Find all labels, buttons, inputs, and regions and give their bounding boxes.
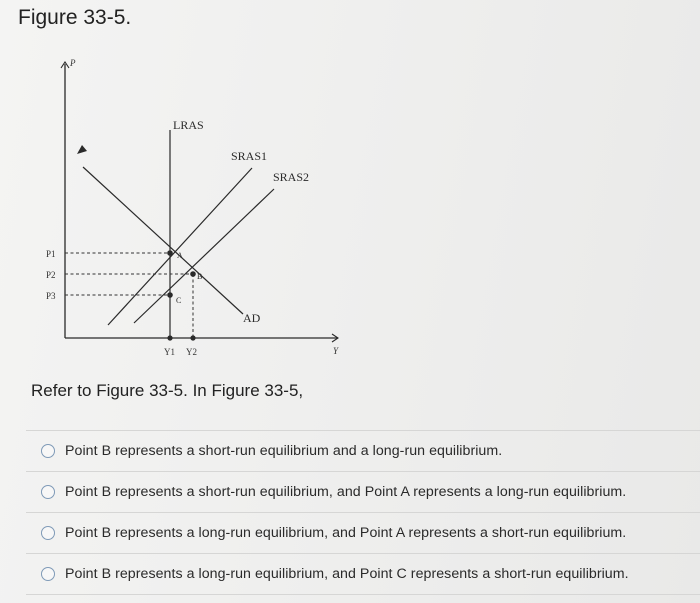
point-b-label: B [197,272,203,281]
p2-label: P2 [46,270,56,280]
y-axis-label: P [70,58,76,68]
y1-label: Y1 [164,347,175,357]
y2-label: Y2 [186,347,197,357]
p1-label: P1 [46,249,56,259]
sras1-label: SRAS1 [231,149,268,163]
point-a-label: A [177,251,183,260]
point-c-label: C [176,296,182,305]
question-prompt: Refer to Figure 33-5. In Figure 33-5, [31,381,304,400]
answer-option-4[interactable] [26,553,700,595]
answer-option-1[interactable] [26,430,700,471]
p3-label: P3 [46,291,56,301]
answer-option-label: Point B represents a short-run equilibrium and a long-run equilibrium. [65,443,503,459]
radio-button[interactable] [41,444,55,458]
x-axis-label: Y [333,346,339,356]
point-c-marker [167,292,173,298]
sras2-curve [134,189,274,323]
sras2-label: SRAS2 [273,170,310,184]
answer-option-2[interactable] [26,471,700,512]
answer-options [26,430,700,595]
y2-marker [190,335,195,340]
radio-button[interactable] [41,485,55,499]
ad-arrowhead [77,145,87,154]
answer-option-label: Point B represents a long-run equilibrium, and Point C represents a short-run equilibrium. [65,566,629,582]
radio-button[interactable] [41,567,55,581]
ad-label: AD [243,311,261,325]
radio-button[interactable] [41,526,55,540]
figure-title: Figure 33-5. [18,6,132,29]
economics-graph [40,48,360,368]
lras-label: LRAS [173,118,204,132]
ad-curve [83,167,243,314]
answer-option-label: Point B represents a short-run equilibrium, and Point A represents a long-run equilibrium. [65,484,627,500]
answer-option-3[interactable] [26,512,700,553]
answer-option-label: Point B represents a long-run equilibrium, and Point A represents a short-run equilibrium. [65,525,627,541]
y1-marker [167,335,172,340]
point-b-marker [190,271,196,277]
point-a-marker [167,250,173,256]
